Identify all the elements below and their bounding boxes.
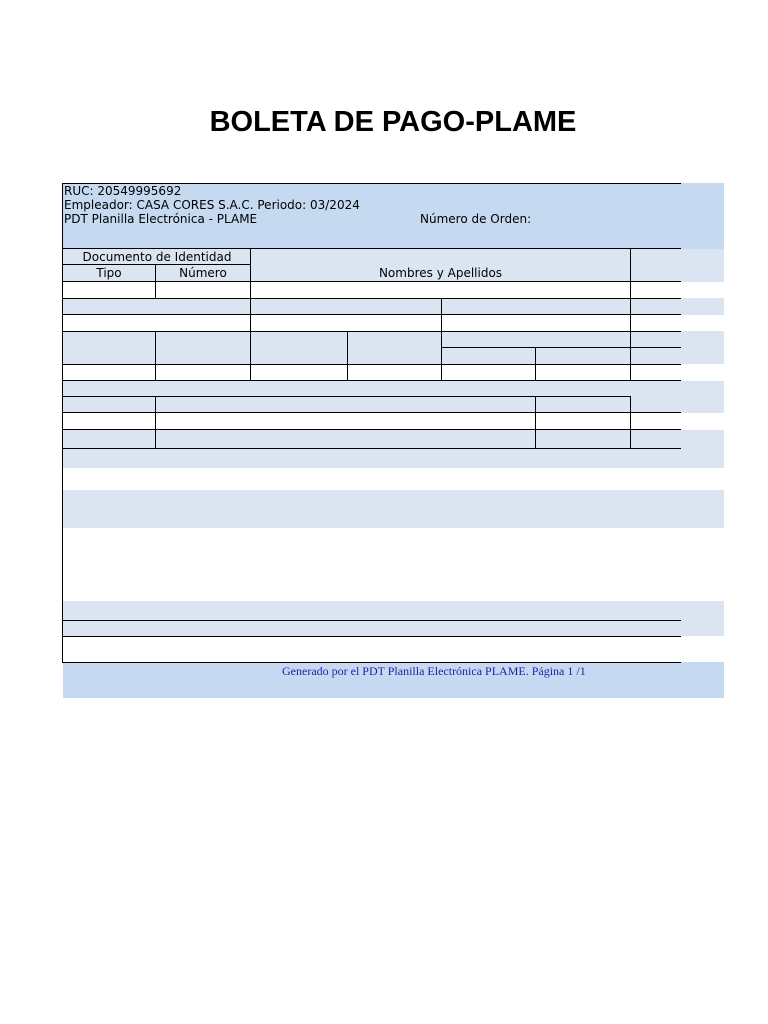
divider xyxy=(347,331,348,381)
band xyxy=(63,430,724,468)
band xyxy=(63,490,724,528)
divider xyxy=(63,298,681,299)
divider xyxy=(63,314,681,315)
divider xyxy=(63,636,681,637)
page-title: BOLETA DE PAGO-PLAME xyxy=(209,106,577,138)
ruc-line: RUC: 20549995692 xyxy=(64,184,182,198)
divider xyxy=(63,248,681,249)
employer-line: Empleador: CASA CORES S.A.C. Periodo: 03/2024 xyxy=(64,198,360,212)
divider xyxy=(441,298,442,381)
divider xyxy=(535,347,536,381)
divider xyxy=(155,396,156,449)
document-number-header: Número xyxy=(179,266,227,280)
identity-document-header: Documento de Identidad xyxy=(82,250,232,264)
document-type-header: Tipo xyxy=(96,266,122,280)
divider xyxy=(250,298,251,331)
divider xyxy=(63,620,681,621)
full-name-header: Nombres y Apellidos xyxy=(378,266,503,280)
divider xyxy=(535,396,536,449)
pdt-line: PDT Planilla Electrónica - PLAME xyxy=(64,212,258,226)
footer-note: Generado por el PDT Planilla Electrónica PLAME. Página 1 /1 xyxy=(282,664,586,678)
divider xyxy=(63,662,681,663)
divider xyxy=(63,264,251,265)
band xyxy=(63,298,724,315)
divider xyxy=(63,396,631,397)
divider xyxy=(630,248,631,381)
order-number-label: Número de Orden: xyxy=(420,212,532,226)
divider xyxy=(441,347,681,348)
band xyxy=(63,601,724,636)
divider xyxy=(250,331,251,381)
band xyxy=(63,381,724,413)
divider xyxy=(630,396,631,449)
divider xyxy=(155,331,156,381)
